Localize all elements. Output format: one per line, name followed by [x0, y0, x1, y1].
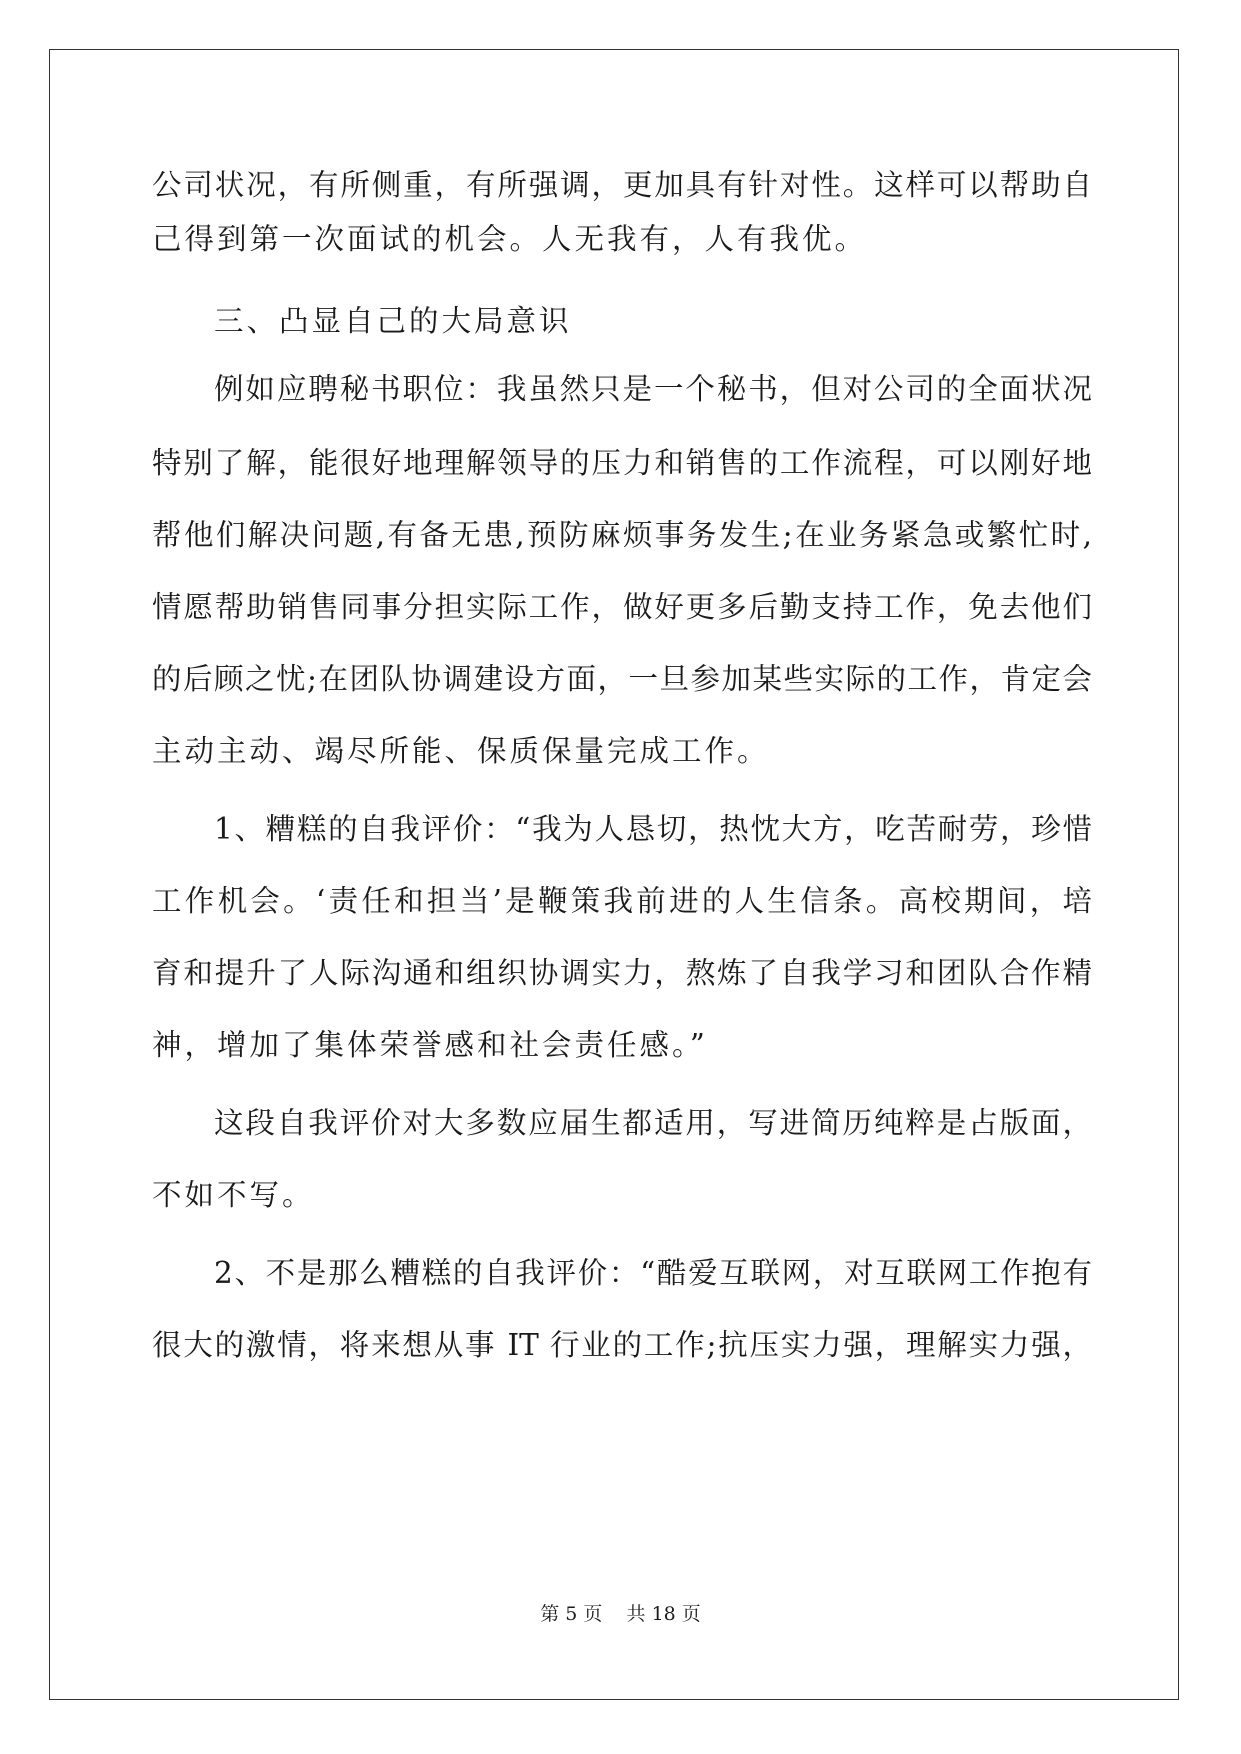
body-line: 很大的激情，将来想从事 IT 行业的工作;抗压实力强，理解实力强，	[152, 1328, 1092, 1362]
body-line: 特别了解，能很好地理解领导的压力和销售的工作流程，可以刚好地	[152, 446, 1092, 480]
page-border	[49, 49, 1179, 1700]
body-line: 公司状况，有所侧重，有所强调，更加具有针对性。这样可以帮助自	[152, 168, 1092, 202]
body-line: 己得到第一次面试的机会。人无我有，人有我优。	[152, 222, 868, 256]
body-line: 主动主动、竭尽所能、保质保量完成工作。	[152, 734, 770, 768]
body-line: 2、不是那么糟糕的自我评价：“酷爱互联网，对互联网工作抱有	[214, 1256, 1092, 1290]
body-line: 的后顾之忧;在团队协调建设方面，一旦参加某些实际的工作，肯定会	[152, 662, 1092, 696]
page-number-footer: 第 5 页 共 18 页	[540, 1603, 701, 1625]
body-line: 育和提升了人际沟通和组织协调实力，熬炼了自我学习和团队合作精	[152, 956, 1092, 990]
body-line: 不如不写。	[152, 1178, 315, 1212]
body-line: 情愿帮助销售同事分担实际工作，做好更多后勤支持工作，免去他们	[152, 590, 1092, 624]
body-line: 工作机会。‘责任和担当’是鞭策我前进的人生信条。高校期间，培	[152, 884, 1092, 918]
body-line: 帮他们解决问题,有备无患,预防麻烦事务发生;在业务紧急或繁忙时,	[152, 518, 1092, 552]
body-line: 这段自我评价对大多数应届生都适用，写进简历纯粹是占版面，	[214, 1106, 1092, 1140]
body-line: 例如应聘秘书职位：我虽然只是一个秘书，但对公司的全面状况	[214, 372, 1092, 406]
body-line: 1、糟糕的自我评价：“我为人恳切，热忱大方，吃苦耐劳，珍惜	[214, 812, 1092, 846]
section-heading: 三、凸显自己的大局意识	[214, 304, 572, 338]
body-line: 神，增加了集体荣誉感和社会责任感。”	[152, 1028, 708, 1062]
